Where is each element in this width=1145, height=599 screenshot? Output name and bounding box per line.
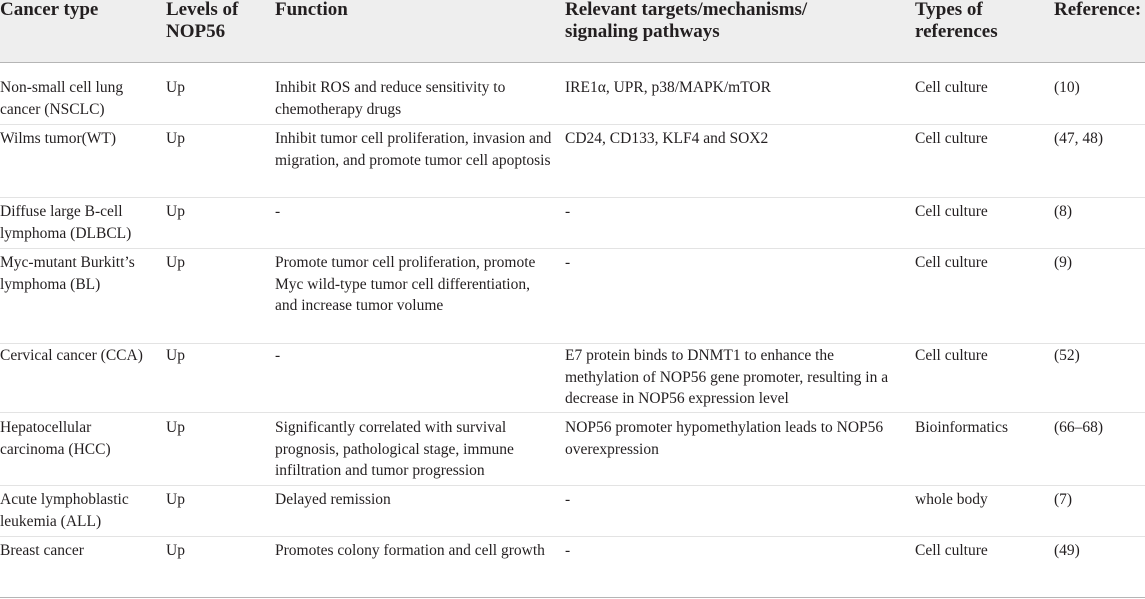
cell-targets: - bbox=[565, 491, 571, 508]
cell-function: Inhibit tumor cell proliferation, invasion and migration, and promote tumor cell apoptosis bbox=[275, 130, 552, 169]
table-header bbox=[0, 0, 1145, 63]
cell-function: Promote tumor cell proliferation, promote Myc wild-type tumor cell differentiation, and increase tumor volume bbox=[275, 254, 536, 314]
cell-reference-type: Cell culture bbox=[915, 130, 988, 147]
table-row bbox=[0, 345, 1145, 413]
cell-targets: CD24, CD133, KLF4 and SOX2 bbox=[565, 130, 769, 147]
cell-targets: IRE1α, UPR, p38/MAPK/mTOR bbox=[565, 79, 771, 96]
table-row bbox=[0, 417, 1145, 486]
cell-reference-type: Cell culture bbox=[915, 203, 988, 220]
cell-reference-type: Cell culture bbox=[915, 79, 988, 96]
cell-level: Up bbox=[166, 542, 185, 559]
cell-function: Inhibit ROS and reduce sensitivity to chemotherapy drugs bbox=[275, 79, 506, 118]
cell-function: - bbox=[275, 203, 281, 220]
cell-reference: (49) bbox=[1054, 542, 1080, 559]
cell-targets: - bbox=[565, 254, 571, 271]
cell-function: Promotes colony formation and cell growth bbox=[275, 542, 545, 559]
cell-cancer-type: Hepatocellular carcinoma (HCC) bbox=[0, 419, 111, 458]
cell-cancer-type: Diffuse large B-cell lymphoma (DLBCL) bbox=[0, 203, 132, 242]
header-function: Function bbox=[275, 0, 348, 20]
cell-level: Up bbox=[166, 130, 185, 147]
cell-cancer-type: Breast cancer bbox=[0, 542, 84, 559]
cell-level: Up bbox=[166, 347, 185, 364]
cell-reference: (47, 48) bbox=[1054, 130, 1104, 147]
header-cancer-type: Cancer type bbox=[0, 0, 99, 20]
cell-cancer-type: Acute lymphoblastic leukemia (ALL) bbox=[0, 491, 129, 530]
header-targets: Relevant targets/mechanisms/ signaling pathways bbox=[565, 0, 808, 42]
cell-reference-type: Cell culture bbox=[915, 542, 988, 559]
cell-level: Up bbox=[166, 79, 185, 96]
cell-reference: (9) bbox=[1054, 254, 1073, 271]
table-row bbox=[0, 489, 1145, 537]
cell-function: Significantly correlated with survival prognosis, pathological stage, immune infiltration and tumor progression bbox=[275, 419, 514, 479]
cell-cancer-type: Myc-mutant Burkitt’s lymphoma (BL) bbox=[0, 254, 135, 293]
table-row bbox=[0, 77, 1145, 125]
cell-reference: (66–68) bbox=[1054, 419, 1104, 436]
header-levels: Levels of NOP56 bbox=[166, 0, 239, 42]
cell-level: Up bbox=[166, 254, 185, 271]
table-row bbox=[0, 201, 1145, 249]
cell-reference: (10) bbox=[1054, 79, 1080, 96]
cell-reference: (8) bbox=[1054, 203, 1073, 220]
table-row bbox=[0, 540, 1145, 598]
header-reference: Reference: bbox=[1054, 0, 1142, 20]
cell-reference-type: Cell culture bbox=[915, 347, 988, 364]
table-row bbox=[0, 252, 1145, 344]
cell-level: Up bbox=[166, 491, 185, 508]
cell-targets: E7 protein binds to DNMT1 to enhance the methylation of NOP56 gene promoter, resulting in a decrease in NOP56 expression level bbox=[565, 347, 889, 407]
cell-targets: NOP56 promoter hypomethylation leads to NOP56 overexpression bbox=[565, 419, 884, 458]
cell-cancer-type: Wilms tumor(WT) bbox=[0, 130, 117, 147]
cell-level: Up bbox=[166, 203, 185, 220]
header-types-of-references: Types of references bbox=[915, 0, 998, 42]
cell-targets: - bbox=[565, 542, 571, 559]
table-row bbox=[0, 128, 1145, 198]
cell-level: Up bbox=[166, 419, 185, 436]
cell-reference-type: whole body bbox=[915, 491, 988, 508]
cell-reference-type: Cell culture bbox=[915, 254, 988, 271]
cell-cancer-type: Non-small cell lung cancer (NSCLC) bbox=[0, 79, 124, 118]
cell-reference: (52) bbox=[1054, 347, 1080, 364]
cell-targets: - bbox=[565, 203, 571, 220]
cell-function: - bbox=[275, 347, 281, 364]
cell-reference: (7) bbox=[1054, 491, 1073, 508]
cell-function: Delayed remission bbox=[275, 491, 391, 508]
cell-cancer-type: Cervical cancer (CCA) bbox=[0, 347, 143, 364]
cell-reference-type: Bioinformatics bbox=[915, 419, 1008, 436]
